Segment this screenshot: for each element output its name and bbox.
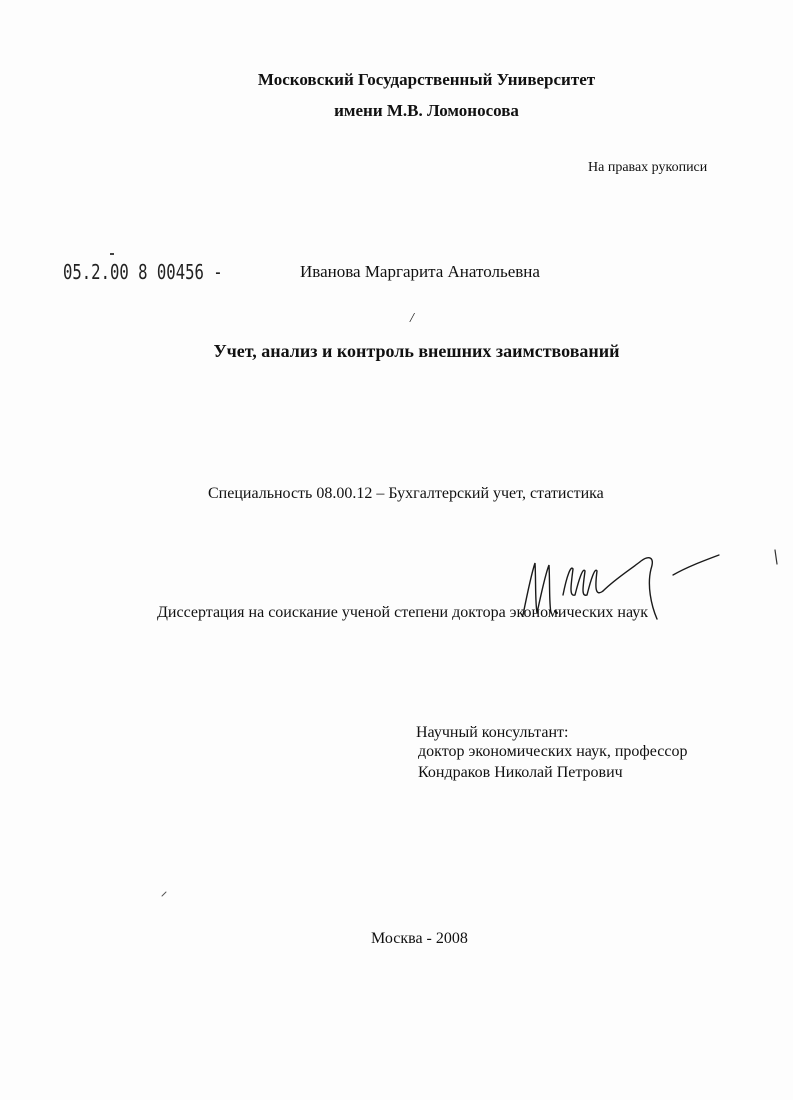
dissertation-line: Диссертация на соискание ученой степени доктора экономических наук — [157, 604, 649, 621]
stamp-tick-mark — [110, 253, 114, 255]
consultant-heading: Научный консультант: — [416, 724, 569, 741]
handwritten-mark: / — [410, 311, 414, 326]
scan-speck — [160, 890, 168, 898]
city-year: Москва - 2008 — [371, 930, 468, 947]
consultant-name: Кондраков Николай Петрович — [418, 764, 623, 781]
scan-speck — [772, 548, 780, 568]
university-name-line2: имени М.В. Ломоносова — [334, 101, 519, 120]
specialty-line: Специальность 08.00.12 – Бухгалтерский учет, статистика — [208, 485, 604, 502]
archive-stamp-number: 05.2.00 8 00456 - — [63, 260, 223, 284]
university-name-line1: Московский Государственный Университет — [257, 70, 596, 89]
dissertation-title: Учет, анализ и контроль внешних заимствований — [213, 341, 620, 361]
consultant-degree: доктор экономических наук, профессор — [418, 743, 688, 760]
author-name: Иванова Маргарита Анатольевна — [300, 262, 540, 281]
rights-note: На правах рукописи — [588, 160, 708, 175]
